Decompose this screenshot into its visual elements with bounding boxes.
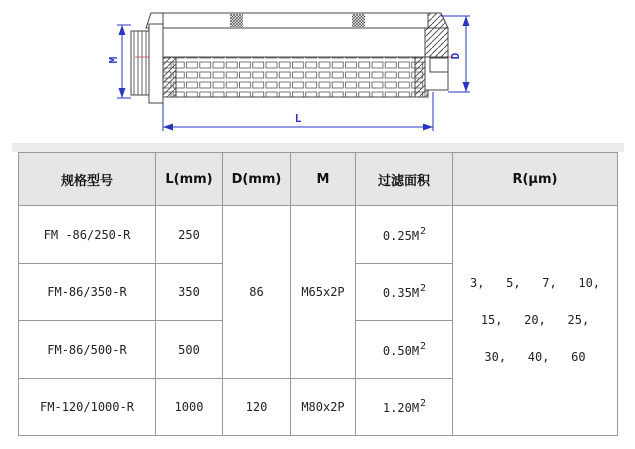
left-connector	[131, 24, 163, 103]
dimension-d-label: D	[449, 52, 462, 60]
header-row	[19, 153, 618, 206]
cell-thread: M80x2P	[291, 379, 356, 436]
cell-thread-merged: M65x2P	[291, 206, 356, 379]
header-length: L(mm)	[156, 153, 223, 206]
cell-length: 350	[156, 264, 223, 321]
micron-line: 15, 20, 25,	[480, 313, 590, 327]
micron-line: 30, 40, 60	[484, 350, 586, 364]
header-filter-area: 过滤面积	[356, 153, 453, 206]
area-value: 1.20M	[382, 401, 420, 415]
spec-table	[18, 152, 618, 436]
cell-diameter-merged: 86	[223, 206, 291, 379]
cell-length: 250	[156, 206, 223, 264]
right-end-cap	[425, 28, 448, 90]
cell-diameter: 120	[223, 379, 291, 436]
cell-length: 1000	[156, 379, 223, 436]
header-diameter: D(mm)	[223, 153, 291, 206]
header-thread: M	[291, 153, 356, 206]
cell-filter-area	[356, 379, 453, 436]
area-value: 0.50M	[382, 343, 420, 358]
dimension-l-label: L	[294, 112, 302, 125]
table-top-strip	[12, 143, 624, 152]
cell-model: FM-86/500-R	[19, 321, 156, 379]
cell-length: 500	[156, 321, 223, 379]
area-superscript: 2	[420, 225, 427, 237]
cell-filter-area	[356, 206, 453, 264]
cell-model: FM -86/250-R	[19, 206, 156, 264]
filter-body	[163, 28, 428, 97]
mesh-screen	[163, 57, 428, 97]
filter-technical-drawing	[0, 0, 635, 152]
table-row	[19, 206, 618, 264]
micron-line: 3, 5, 7, 10,	[469, 276, 601, 290]
header-model: 规格型号	[19, 153, 156, 206]
header-micron-rating: R(μm)	[453, 153, 618, 206]
dimension-m-label: M	[107, 56, 120, 64]
area-superscript: 2	[420, 283, 427, 294]
cell-model: FM-86/350-R	[19, 264, 156, 321]
cell-filter-area	[356, 321, 453, 379]
area-superscript: 2	[420, 398, 427, 409]
area-superscript: 2	[420, 340, 427, 352]
cell-model: FM-120/1000-R	[19, 379, 156, 436]
cell-filter-area	[356, 264, 453, 321]
cell-micron-ratings	[453, 206, 618, 436]
area-value: 0.35M	[382, 286, 420, 300]
area-value: 0.25M	[382, 228, 420, 243]
